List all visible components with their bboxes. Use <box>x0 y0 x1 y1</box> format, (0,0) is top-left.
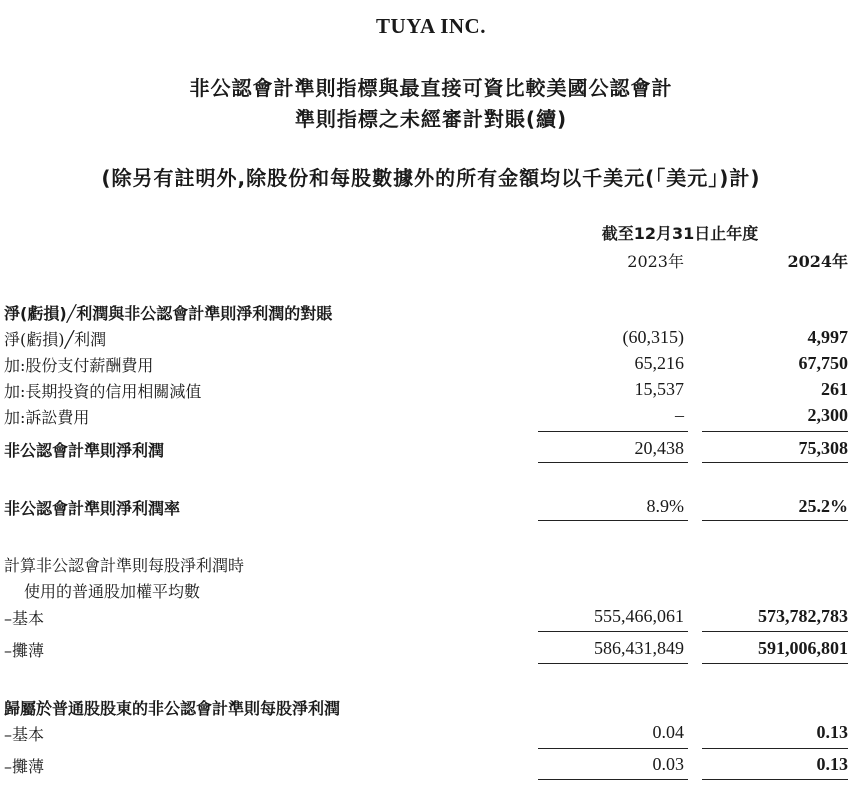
value-2023: – <box>675 405 684 425</box>
rule-line <box>538 663 688 664</box>
report-title-line-2: 準則指標之未經審計對賬(續) <box>294 107 568 131</box>
report-title-line-1: 非公認會計準則指標與最直接可資比較美國公認會計 <box>189 76 673 100</box>
row-label: –攤薄 <box>4 757 45 776</box>
row-label: 非公認會計準則淨利潤率 <box>4 499 181 518</box>
value-2024: 25.2% <box>798 496 848 516</box>
table-row <box>0 754 862 780</box>
value-2024: 573,782,783 <box>758 606 848 626</box>
value-2023: 8.9% <box>646 496 684 516</box>
value-2023: 0.03 <box>652 754 684 774</box>
table-row-margin <box>0 496 862 522</box>
rule-line <box>702 663 848 664</box>
row-label: 淨(虧損)╱利潤 <box>4 330 107 349</box>
value-2024: 0.13 <box>816 754 848 774</box>
rule-line <box>538 431 688 432</box>
rule-line <box>702 462 848 463</box>
value-2023: 555,466,061 <box>594 606 684 626</box>
value-2024: 261 <box>821 379 848 399</box>
row-label: 加:股份支付薪酬費用 <box>4 356 154 375</box>
value-2023: 586,431,849 <box>594 638 684 658</box>
value-2023: 20,438 <box>634 438 684 458</box>
value-2023: 15,537 <box>634 379 684 399</box>
section-heading-shares <box>0 553 862 579</box>
section-heading-reconciliation <box>0 301 862 327</box>
rule-line <box>702 631 848 632</box>
table-row <box>0 327 862 353</box>
rule-line <box>702 431 848 432</box>
value-2023: 0.04 <box>652 722 684 742</box>
rule-line <box>702 779 848 780</box>
table-row <box>0 353 862 379</box>
row-label: 加:長期投資的信用相關減值 <box>4 382 202 401</box>
section-heading-eps <box>0 696 862 722</box>
value-2024: 4,997 <box>807 327 848 347</box>
report-subtitle: (除另有註明外,除股份和每股數據外的所有金額均以千美元(「美元」)計) <box>101 166 761 190</box>
row-label: 非公認會計準則淨利潤 <box>4 441 165 460</box>
table-row <box>0 379 862 405</box>
table-row <box>0 722 862 748</box>
value-2024: 591,006,801 <box>758 638 848 658</box>
value-2024: 0.13 <box>816 722 848 742</box>
rule-line <box>538 779 688 780</box>
value-2024: 67,750 <box>798 353 848 373</box>
rule-line <box>702 520 848 521</box>
section-heading-shares-cont <box>0 579 862 605</box>
value-2023: 65,216 <box>634 353 684 373</box>
company-name: TUYA INC. <box>376 14 486 38</box>
row-label: 計算非公認會計準則每股淨利潤時 <box>4 556 245 575</box>
column-header-2023: 2023年 <box>627 252 684 271</box>
rule-line <box>538 462 688 463</box>
rule-line <box>538 520 688 521</box>
column-header-2024: 2024年 <box>787 252 848 271</box>
value-2024: 2,300 <box>807 405 848 425</box>
rule-line <box>702 748 848 749</box>
table-row <box>0 638 862 664</box>
row-label: –基本 <box>4 725 45 744</box>
rule-line <box>538 631 688 632</box>
row-label: 淨(虧損)╱利潤與非公認會計準則淨利潤的對賬 <box>4 304 333 323</box>
value-2024: 75,308 <box>798 438 848 458</box>
table-row-total <box>0 438 862 464</box>
row-label: 加:訴訟費用 <box>4 408 90 427</box>
rule-line <box>538 748 688 749</box>
value-2023: (60,315) <box>622 327 684 347</box>
table-row <box>0 606 862 632</box>
row-label: –基本 <box>4 609 45 628</box>
table-row <box>0 405 862 431</box>
period-header: 截至12月31日止年度 <box>601 224 759 243</box>
row-label: 歸屬於普通股股東的非公認會計準則每股淨利潤 <box>4 699 341 718</box>
row-label: 使用的普通股加權平均數 <box>24 582 201 601</box>
row-label: –攤薄 <box>4 641 45 660</box>
